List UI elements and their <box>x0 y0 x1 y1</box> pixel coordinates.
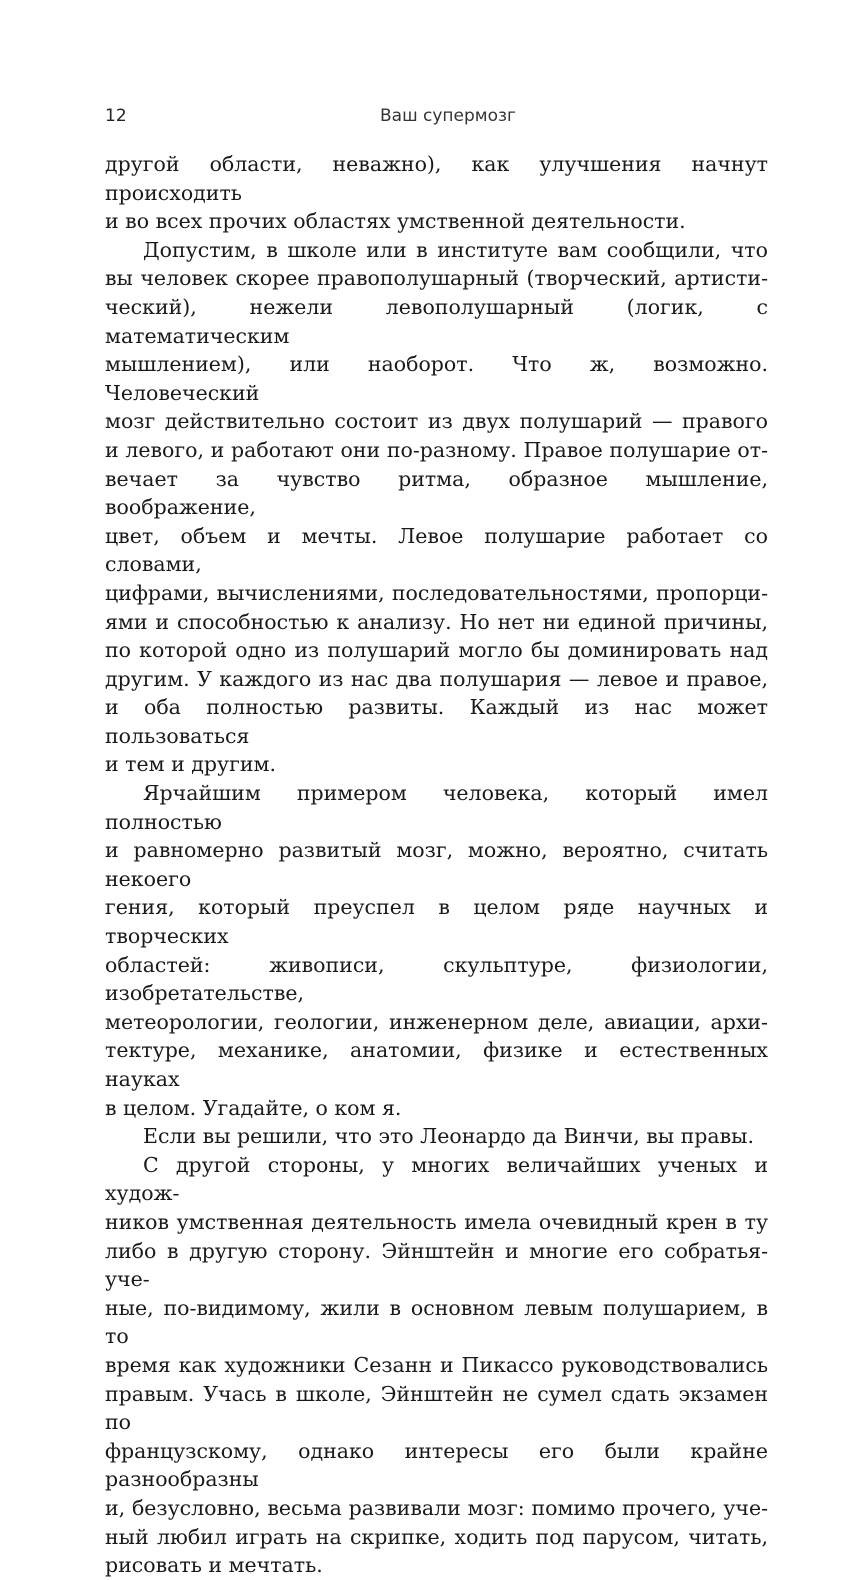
text-line: гения, который преуспел в целом ряде научных и творческих <box>105 895 768 949</box>
text-line: и левого, и работают они по-разному. Правое полушарие от- <box>105 437 768 462</box>
paragraph <box>105 150 768 236</box>
text-line: ные, по-видимому, жили в основном левым полушарием, в то <box>105 1295 768 1349</box>
text-line: Если вы решили, что это Леонардо да Винчи, вы правы. <box>143 1124 754 1149</box>
text-line: и, безусловно, весьма развивали мозг: помимо прочего, уче- <box>105 1495 768 1520</box>
text-line: ников умственная деятельность имела очевидный крен в ту <box>105 1209 768 1234</box>
running-title: Ваш супермозг <box>379 106 516 126</box>
text-line: и оба полностью развиты. Каждый из нас может пользоваться <box>105 695 768 748</box>
text-line: французскому, однако интересы его были крайне разнообразны <box>105 1438 768 1492</box>
text-line: областей: живописи, скульптуре, физиологии, изобретательстве, <box>105 952 768 1006</box>
paragraph <box>105 779 768 1122</box>
text-line: ческий), нежели левополушарный (логик, с математическим <box>105 294 768 348</box>
text-line: и тем и другим. <box>105 752 276 777</box>
text-line: мозг действительно состоит из двух полушарий — правого <box>105 409 768 434</box>
text-line: цвет, объем и мечты. Левое полушарие работает со словами, <box>105 523 768 577</box>
text-line: время как художники Сезанн и Пикассо руководствовались <box>105 1352 768 1377</box>
paragraph <box>105 236 768 779</box>
text-line: мышлением), или наоборот. Что ж, возможно. Человеческий <box>105 352 768 405</box>
paragraph <box>105 1151 768 1580</box>
text-line: и во всех прочих областях умственной деятельности. <box>105 209 686 234</box>
text-line: С другой стороны, у многих величайших ученых и худож- <box>105 1152 768 1206</box>
paragraph <box>105 1122 768 1151</box>
text-line: в целом. Угадайте, о ком я. <box>105 1095 402 1120</box>
text-line: другим. У каждого из нас два полушария — левое и правое, <box>105 666 768 691</box>
text-line: ями и способностью к анализу. Но нет ни единой причины, <box>105 609 768 634</box>
text-line: другой области, неважно), как улучшения начнут происходить <box>105 152 768 205</box>
text-line: метеорологии, геологии, инженерном деле, авиации, архи- <box>105 1009 768 1034</box>
text-line: и равномерно развитый мозг, можно, вероятно, считать некоего <box>105 838 768 891</box>
text-line: по которой одно из полушарий могло бы доминировать над <box>105 638 768 663</box>
text-line: вы человек скорее правополушарный (творческий, артисти- <box>105 266 768 291</box>
text-line: цифрами, вычислениями, последовательностями, пропорци- <box>105 580 768 605</box>
text-line: тектуре, механике, анатомии, физике и естественных науках <box>105 1038 768 1091</box>
body-text <box>105 150 768 1580</box>
page-number: 12 <box>105 106 127 126</box>
text-line: либо в другую сторону. Эйнштейн и многие его собратья-уче- <box>105 1238 768 1292</box>
text-line: Ярчайшим примером человека, который имел полностью <box>105 781 768 834</box>
text-line: ный любил играть на скрипке, ходить под парусом, читать, <box>105 1524 768 1549</box>
text-line: правым. Учась в школе, Эйнштейн не сумел сдать экзамен по <box>105 1381 768 1435</box>
text-line: вечает за чувство ритма, образное мышление, воображение, <box>105 466 768 520</box>
text-line: Допустим, в школе или в институте вам сообщили, что <box>143 237 768 262</box>
text-line: рисовать и мечтать. <box>105 1553 323 1578</box>
